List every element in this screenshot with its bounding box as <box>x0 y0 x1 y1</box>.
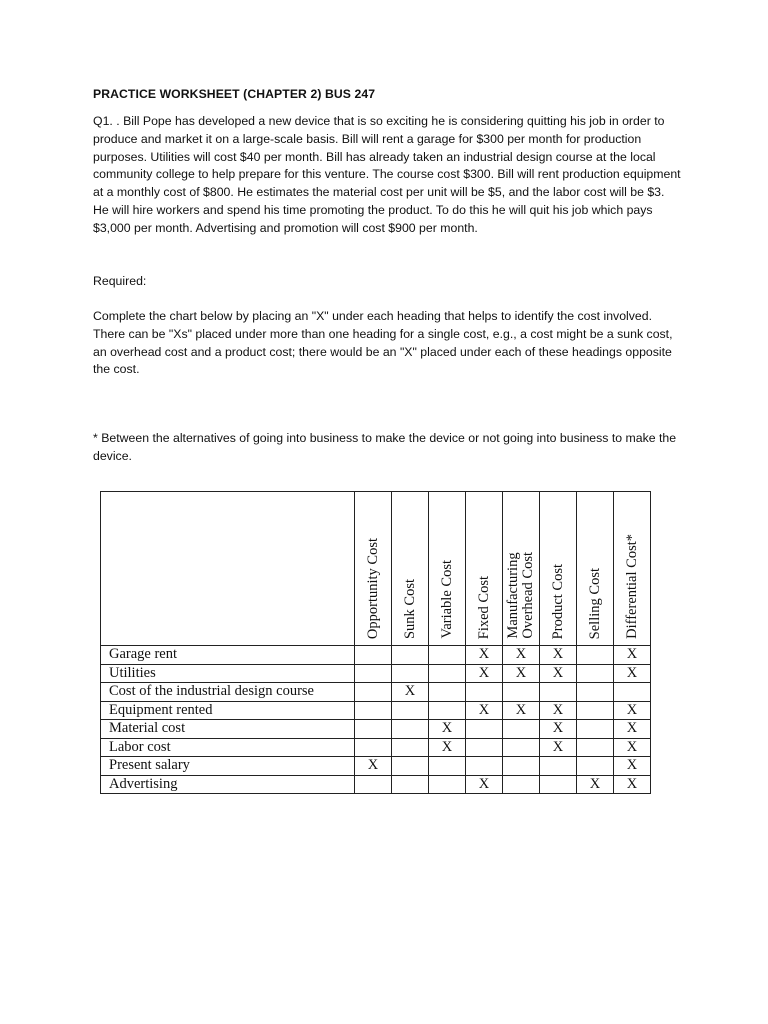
required-heading: Required: <box>93 274 147 288</box>
cell-selling-cost <box>577 646 614 665</box>
cell-variable-cost <box>429 775 466 794</box>
cell-product-cost <box>540 775 577 794</box>
cell-sunk-cost <box>392 775 429 794</box>
table-row <box>101 664 651 683</box>
cell-sunk-cost <box>392 757 429 776</box>
cell-fixed-cost: X <box>466 775 503 794</box>
header-label-two-line <box>506 552 536 639</box>
cell-manufacturing-overhead-cost: X <box>503 664 540 683</box>
cell-sunk-cost <box>392 664 429 683</box>
table-row <box>101 757 651 776</box>
cell-sunk-cost <box>392 720 429 739</box>
cell-product-cost <box>540 757 577 776</box>
cell-opportunity-cost <box>355 775 392 794</box>
cell-opportunity-cost <box>355 701 392 720</box>
header-manufacturing-overhead-cost <box>503 492 540 646</box>
header-opportunity-cost <box>355 492 392 646</box>
cell-opportunity-cost <box>355 738 392 757</box>
cell-product-cost: X <box>540 646 577 665</box>
table-row <box>101 775 651 794</box>
cell-manufacturing-overhead-cost <box>503 757 540 776</box>
header-label-line1: Manufacturing <box>505 552 521 639</box>
cell-differential-cost: X <box>614 646 651 665</box>
cell-variable-cost <box>429 646 466 665</box>
cell-opportunity-cost <box>355 720 392 739</box>
cell-variable-cost: X <box>429 720 466 739</box>
cell-differential-cost: X <box>614 738 651 757</box>
cell-selling-cost <box>577 757 614 776</box>
cell-manufacturing-overhead-cost <box>503 775 540 794</box>
cell-selling-cost <box>577 738 614 757</box>
row-label: Advertising <box>101 775 355 794</box>
header-product-cost <box>540 492 577 646</box>
cell-selling-cost <box>577 683 614 702</box>
cell-variable-cost <box>429 683 466 702</box>
row-label: Labor cost <box>101 738 355 757</box>
cell-sunk-cost <box>392 646 429 665</box>
cell-variable-cost <box>429 701 466 720</box>
table-row <box>101 646 651 665</box>
cell-manufacturing-overhead-cost: X <box>503 646 540 665</box>
cell-differential-cost: X <box>614 775 651 794</box>
cell-product-cost: X <box>540 701 577 720</box>
row-label: Utilities <box>101 664 355 683</box>
header-label: Variable Cost <box>439 560 455 639</box>
footnote-text: * Between the alternatives of going into business to make the device or not going into business to make the device. <box>93 431 677 463</box>
cell-opportunity-cost <box>355 646 392 665</box>
header-differential-cost <box>614 492 651 646</box>
header-selling-cost <box>577 492 614 646</box>
cell-manufacturing-overhead-cost <box>503 738 540 757</box>
table-row <box>101 720 651 739</box>
cell-differential-cost: X <box>614 664 651 683</box>
cell-fixed-cost: X <box>466 701 503 720</box>
cell-variable-cost: X <box>429 738 466 757</box>
cell-sunk-cost: X <box>392 683 429 702</box>
cell-variable-cost <box>429 757 466 776</box>
cell-selling-cost <box>577 664 614 683</box>
header-fixed-cost <box>466 492 503 646</box>
cell-differential-cost: X <box>614 701 651 720</box>
cell-variable-cost <box>429 664 466 683</box>
cell-fixed-cost <box>466 757 503 776</box>
row-label: Equipment rented <box>101 701 355 720</box>
header-label: Sunk Cost <box>402 578 418 639</box>
table-row <box>101 701 651 720</box>
instructions-text: Complete the chart below by placing an "X" under each heading that helps to identify the cost involved. There can be "Xs" placed under more than one heading for a single cost, e.g., a cost might be a sunk cost, an overhead cost and a product cost; there would be an "X" placed under each of these headings opposite the cost. <box>93 309 673 377</box>
cost-classification-table <box>100 491 651 794</box>
header-label-line2: Overhead Cost <box>520 552 536 639</box>
cell-selling-cost: X <box>577 775 614 794</box>
cell-differential-cost: X <box>614 757 651 776</box>
cell-selling-cost <box>577 720 614 739</box>
row-label: Garage rent <box>101 646 355 665</box>
question-text: Q1. . Bill Pope has developed a new device that is so exciting he is considering quitting his job in order to produce and market it on a large-scale basis. Bill will rent a garage for $300 per month for production purposes. Utilities will cost $40 per month. Bill has already taken an industrial design course at the local community college to help prepare for this venture. The course cost $300. Bill will rent production equipment at a monthly cost of $800. He estimates the material cost per unit will be $5, and the labor cost will be $3. He will hire workers and spend his time promoting the product. To do this he will quit his job which pays $3,000 per month. Advertising and promotion will cost $900 per month. <box>93 114 681 235</box>
cell-sunk-cost <box>392 738 429 757</box>
cell-fixed-cost: X <box>466 646 503 665</box>
cell-fixed-cost <box>466 720 503 739</box>
header-label: Opportunity Cost <box>365 537 381 639</box>
worksheet-title: PRACTICE WORKSHEET (CHAPTER 2) BUS 247 <box>93 87 376 101</box>
cell-fixed-cost: X <box>466 664 503 683</box>
header-blank-cell <box>101 492 355 646</box>
header-variable-cost <box>429 492 466 646</box>
header-label: Differential Cost* <box>624 534 640 639</box>
cell-product-cost <box>540 683 577 702</box>
cell-differential-cost <box>614 683 651 702</box>
cell-fixed-cost <box>466 683 503 702</box>
cell-manufacturing-overhead-cost: X <box>503 701 540 720</box>
cell-manufacturing-overhead-cost <box>503 720 540 739</box>
cell-sunk-cost <box>392 701 429 720</box>
header-sunk-cost <box>392 492 429 646</box>
table-row <box>101 683 651 702</box>
row-label: Material cost <box>101 720 355 739</box>
cell-product-cost: X <box>540 738 577 757</box>
cell-opportunity-cost <box>355 683 392 702</box>
table-header-row <box>101 492 651 646</box>
cell-product-cost: X <box>540 664 577 683</box>
cell-selling-cost <box>577 701 614 720</box>
cell-opportunity-cost: X <box>355 757 392 776</box>
row-label: Present salary <box>101 757 355 776</box>
cell-manufacturing-overhead-cost <box>503 683 540 702</box>
cell-product-cost: X <box>540 720 577 739</box>
cell-fixed-cost <box>466 738 503 757</box>
table-row <box>101 738 651 757</box>
cell-differential-cost: X <box>614 720 651 739</box>
header-label: Selling Cost <box>587 567 603 639</box>
row-label: Cost of the industrial design course <box>101 683 355 702</box>
cell-opportunity-cost <box>355 664 392 683</box>
header-label: Fixed Cost <box>476 575 492 639</box>
header-label: Product Cost <box>550 563 566 639</box>
